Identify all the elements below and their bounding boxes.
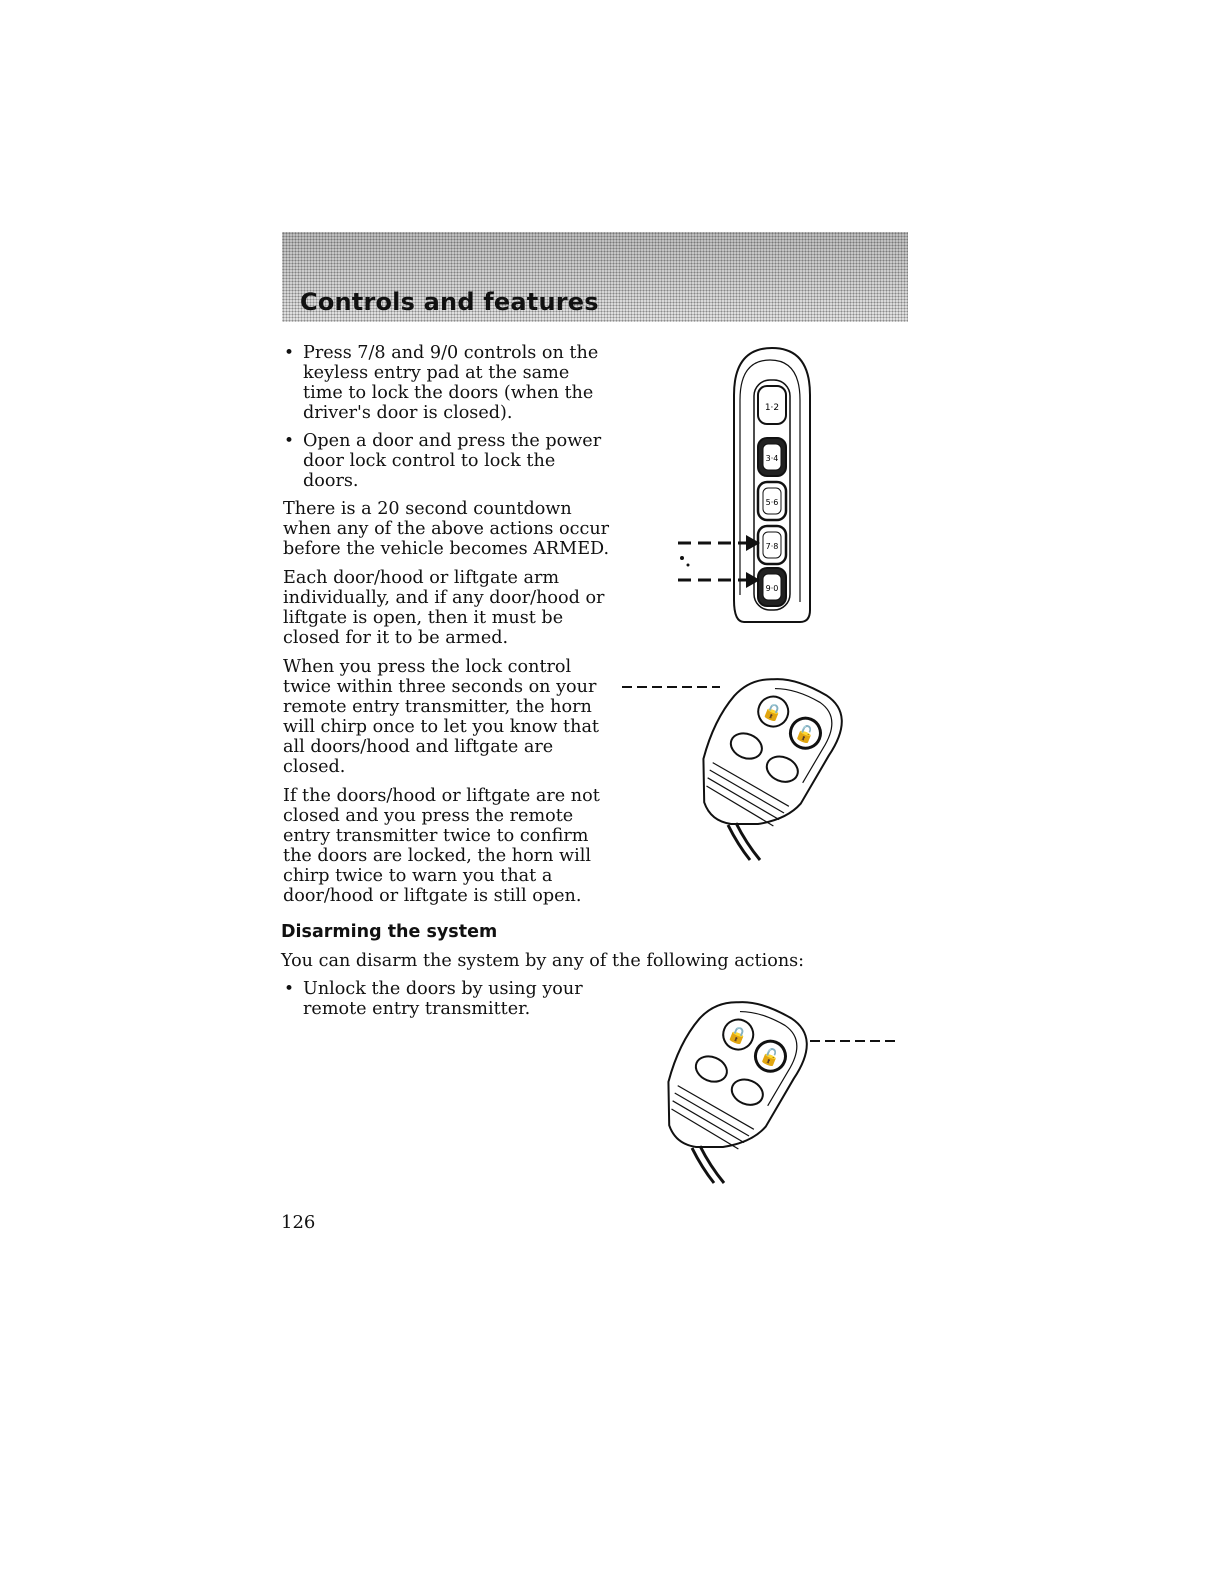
page-number: 126: [281, 1212, 316, 1233]
remote-transmitter-unlock-illustration: [610, 978, 910, 1188]
disarming-bullet-list: [283, 979, 583, 1019]
keypad-button-5-6: [758, 482, 786, 520]
disarming-text-column: [283, 979, 583, 1027]
keypad-buttons: [758, 386, 786, 606]
svg-text:🔓: 🔓: [792, 721, 819, 747]
keypad-button-9-0: [758, 568, 786, 606]
svg-text:3·4: 3·4: [765, 454, 779, 463]
remote-transmitter-lock-illustration: [610, 655, 860, 865]
disarming-intro: You can disarm the system by any of the following actions:: [281, 951, 805, 971]
list-item: [283, 431, 613, 491]
paragraph-horn-chirp-once: When you press the lock control twice within three seconds on your remote entry transmitter, the horn will chirp once to let you know that all doors/hood and liftgate are closed.: [283, 657, 600, 777]
svg-text:🔒: 🔒: [760, 699, 786, 725]
svg-text:1·2: 1·2: [764, 403, 780, 413]
paragraph-horn-chirp-twice: If the doors/hood or liftgate are not closed and you press the remote entry transmitter twice to confirm the doors are locked, the horn will chirp twice to warn you that a door/hood or liftgate is still open.: [283, 786, 600, 906]
keyless-entry-keypad-illustration: [670, 340, 830, 630]
bullet-text: Unlock the doors by using your remote entry transmitter.: [303, 979, 583, 1019]
svg-text:🔓: 🔓: [757, 1044, 784, 1070]
arrow-icon: [678, 535, 760, 588]
keypad-button-3-4: [758, 438, 786, 476]
section-title: Controls and features: [300, 288, 599, 316]
arming-bullet-list: [283, 343, 613, 491]
list-item: [283, 343, 613, 423]
svg-text:🔒: 🔒: [725, 1022, 751, 1048]
bullet-icon: •: [284, 431, 295, 451]
list-item: [283, 979, 583, 1019]
svg-text:7·8: 7·8: [765, 542, 779, 551]
disarming-heading: Disarming the system: [281, 922, 498, 942]
arming-text-column: [283, 343, 613, 915]
bullet-icon: •: [284, 343, 295, 363]
svg-text:5·6: 5·6: [765, 498, 779, 507]
paragraph-countdown: There is a 20 second countdown when any of the above actions occur before the vehicle becomes ARMED.: [283, 499, 610, 559]
paragraph-arm-individually: Each door/hood or liftgate arm individually, and if any door/hood or liftgate is open, then it must be closed for it to be armed.: [283, 568, 605, 648]
svg-text:9·0: 9·0: [765, 584, 779, 593]
bullet-icon: •: [284, 979, 295, 999]
bullet-text: Open a door and press the power door lock control to lock the doors.: [303, 431, 602, 491]
keypad-button-1-2: [758, 386, 786, 424]
keypad-button-7-8: [758, 526, 786, 564]
bullet-text: Press 7/8 and 9/0 controls on the keyless entry pad at the same time to lock the doors (when the driver's door is closed).: [303, 343, 599, 423]
